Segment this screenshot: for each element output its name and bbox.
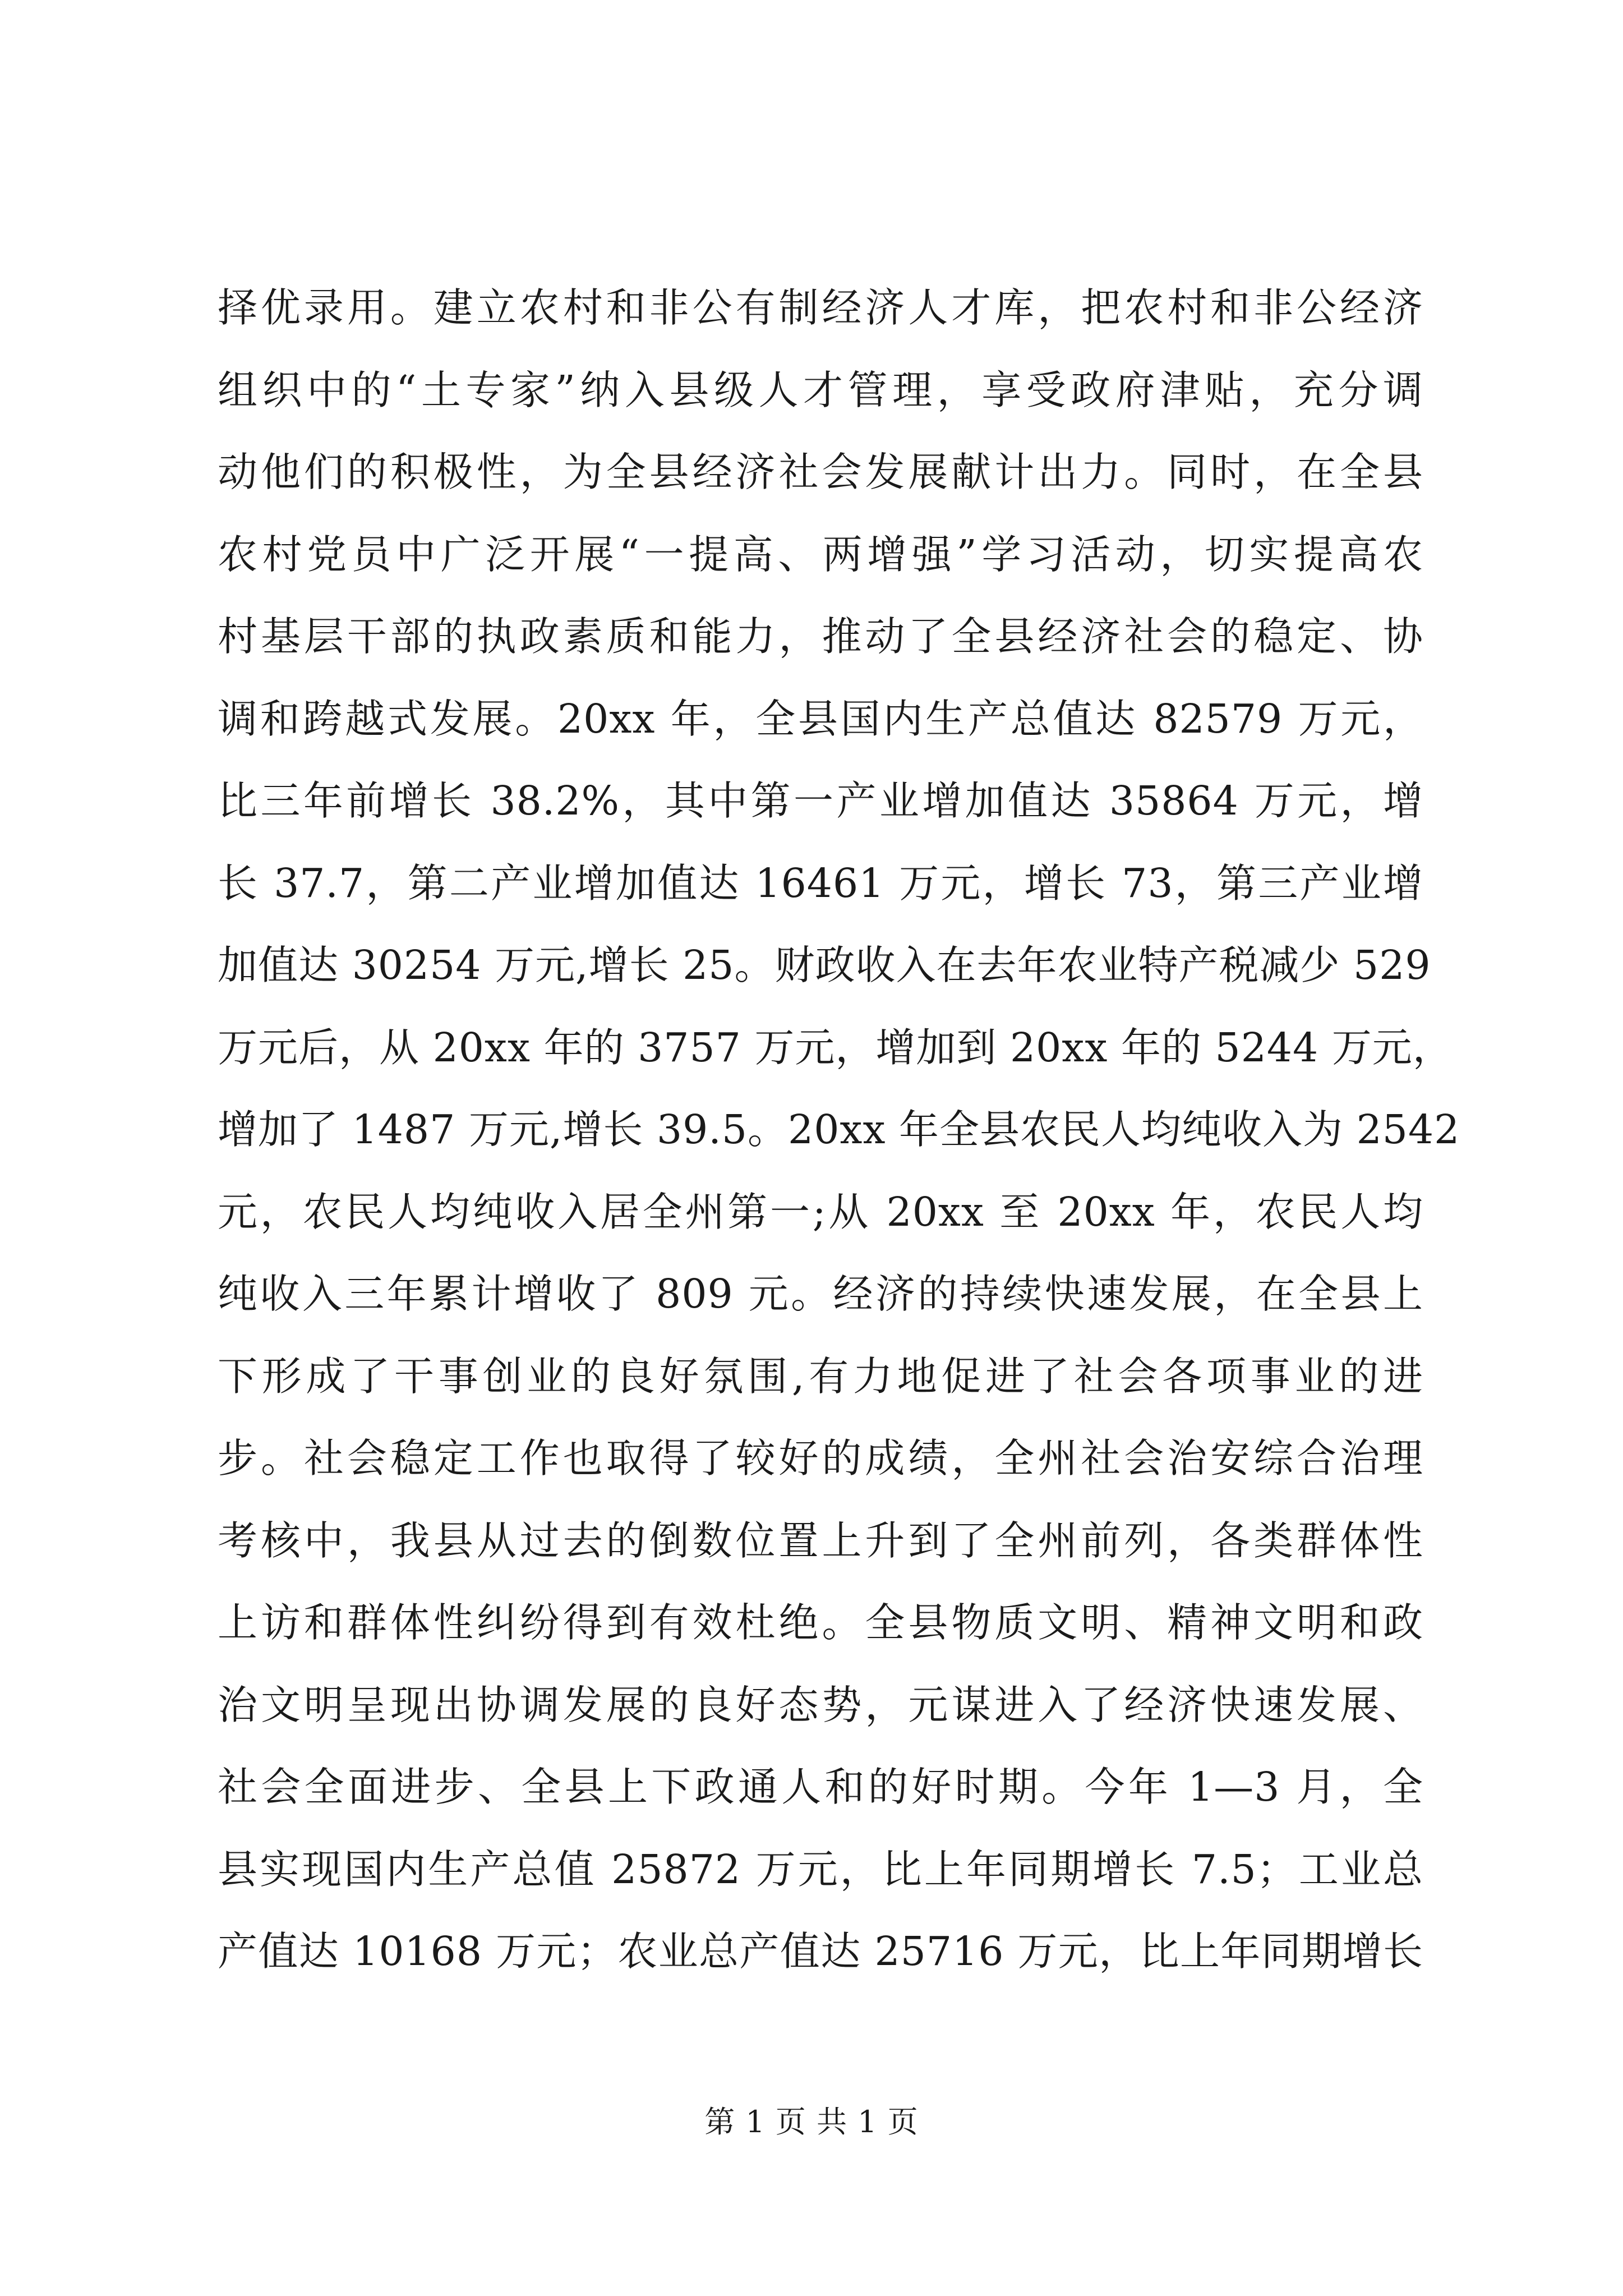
text-line: 增加了 1487 万元,增长 39.5。20xx 年全县农民人均纯收入为 2542 [218, 1106, 1460, 1153]
text-line: 调和跨越式发展。20xx 年，全县国内生产总值达 82579 万元， [218, 695, 1423, 742]
text-line: 纯收入三年累计增收了 809 元。经济的持续快速发展，在全县上 [218, 1271, 1423, 1317]
text-line: 村基层干部的执政素质和能力，推动了全县经济社会的稳定、协 [218, 613, 1423, 660]
text-line: 治文明呈现出协调发展的良好态势，元谋进入了经济快速发展、 [218, 1681, 1423, 1728]
text-line: 元，农民人均纯收入居全州第一;从 20xx 至 20xx 年，农民人均 [218, 1188, 1423, 1235]
text-line: 组织中的“土专家”纳入县级人才管理，享受政府津贴，充分调 [218, 366, 1423, 413]
text-line: 考核中，我县从过去的倒数位置上升到了全州前列，各类群体性 [218, 1517, 1423, 1564]
text-line: 长 37.7，第二产业增加值达 16461 万元，增长 73，第三产业增 [218, 859, 1423, 907]
text-line: 上访和群体性纠纷得到有效杜绝。全县物质文明、精神文明和政 [218, 1599, 1423, 1646]
text-line: 动他们的积极性，为全县经济社会发展献计出力。同时，在全县 [218, 449, 1423, 495]
text-line: 加值达 30254 万元,增长 25。财政收入在去年农业特产税减少 529 [218, 942, 1431, 988]
text-line: 万元后，从 20xx 年的 3757 万元，增加到 20xx 年的 5244 万元， [218, 1024, 1453, 1071]
text-line: 择优录用。建立农村和非公有制经济人才库，把农村和非公经济 [218, 284, 1423, 331]
page-footer: 第 1 页 共 1 页 [704, 2104, 919, 2139]
text-line: 县实现国内生产总值 25872 万元，比上年同期增长 7.5；工业总 [218, 1846, 1423, 1893]
body-paragraph [218, 267, 1460, 1993]
text-line: 比三年前增长 38.2%，其中第一产业增加值达 35864 万元，增 [218, 777, 1423, 824]
text-line: 产值达 10168 万元；农业总产值达 25716 万元，比上年同期增长 [218, 1928, 1423, 1975]
text-line: 步。社会稳定工作也取得了较好的成绩，全州社会治安综合治理 [218, 1435, 1423, 1481]
text-line: 社会全面进步、全县上下政通人和的好时期。今年 1—3 月，全 [218, 1764, 1423, 1810]
text-line: 下形成了干事创业的良好氛围,有力地促进了社会各项事业的进 [218, 1352, 1423, 1400]
text-line: 农村党员中广泛开展“一提高、两增强”学习活动，切实提高农 [218, 531, 1423, 578]
